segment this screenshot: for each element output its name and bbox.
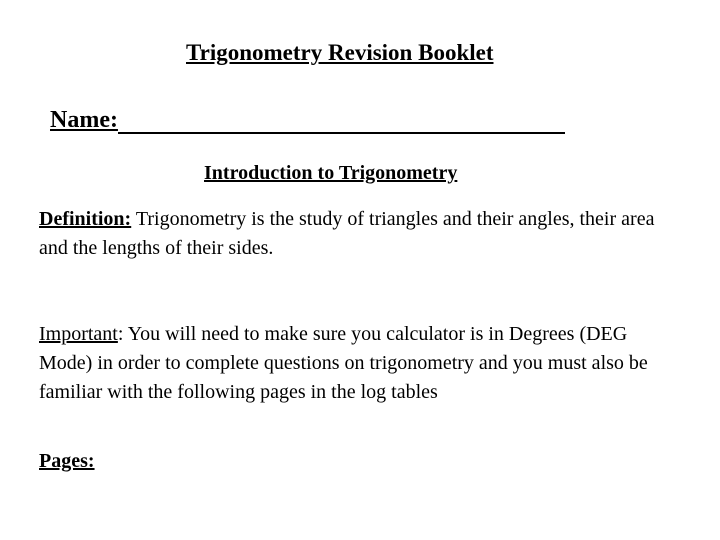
name-field [50,106,565,134]
important-lead: Important [39,323,118,345]
name-write-line [118,106,565,134]
definition-text: Trigonometry is the study of triangles and their angles, their area and the lengths of their sides. [39,208,655,259]
page-title: Trigonometry Revision Booklet [186,40,494,65]
important-paragraph [39,320,679,407]
pages-label: Pages: [39,450,95,472]
section-heading: Introduction to Trigonometry [204,162,458,184]
name-label: Name: [50,107,118,133]
definition-paragraph [39,205,679,263]
important-text: : You will need to make sure you calculator is in Degrees (DEG Mode) in order to complete questions on trigonometry and you must also be familiar with the following pages in the log tables [39,323,648,403]
definition-lead: Definition: [39,208,132,230]
